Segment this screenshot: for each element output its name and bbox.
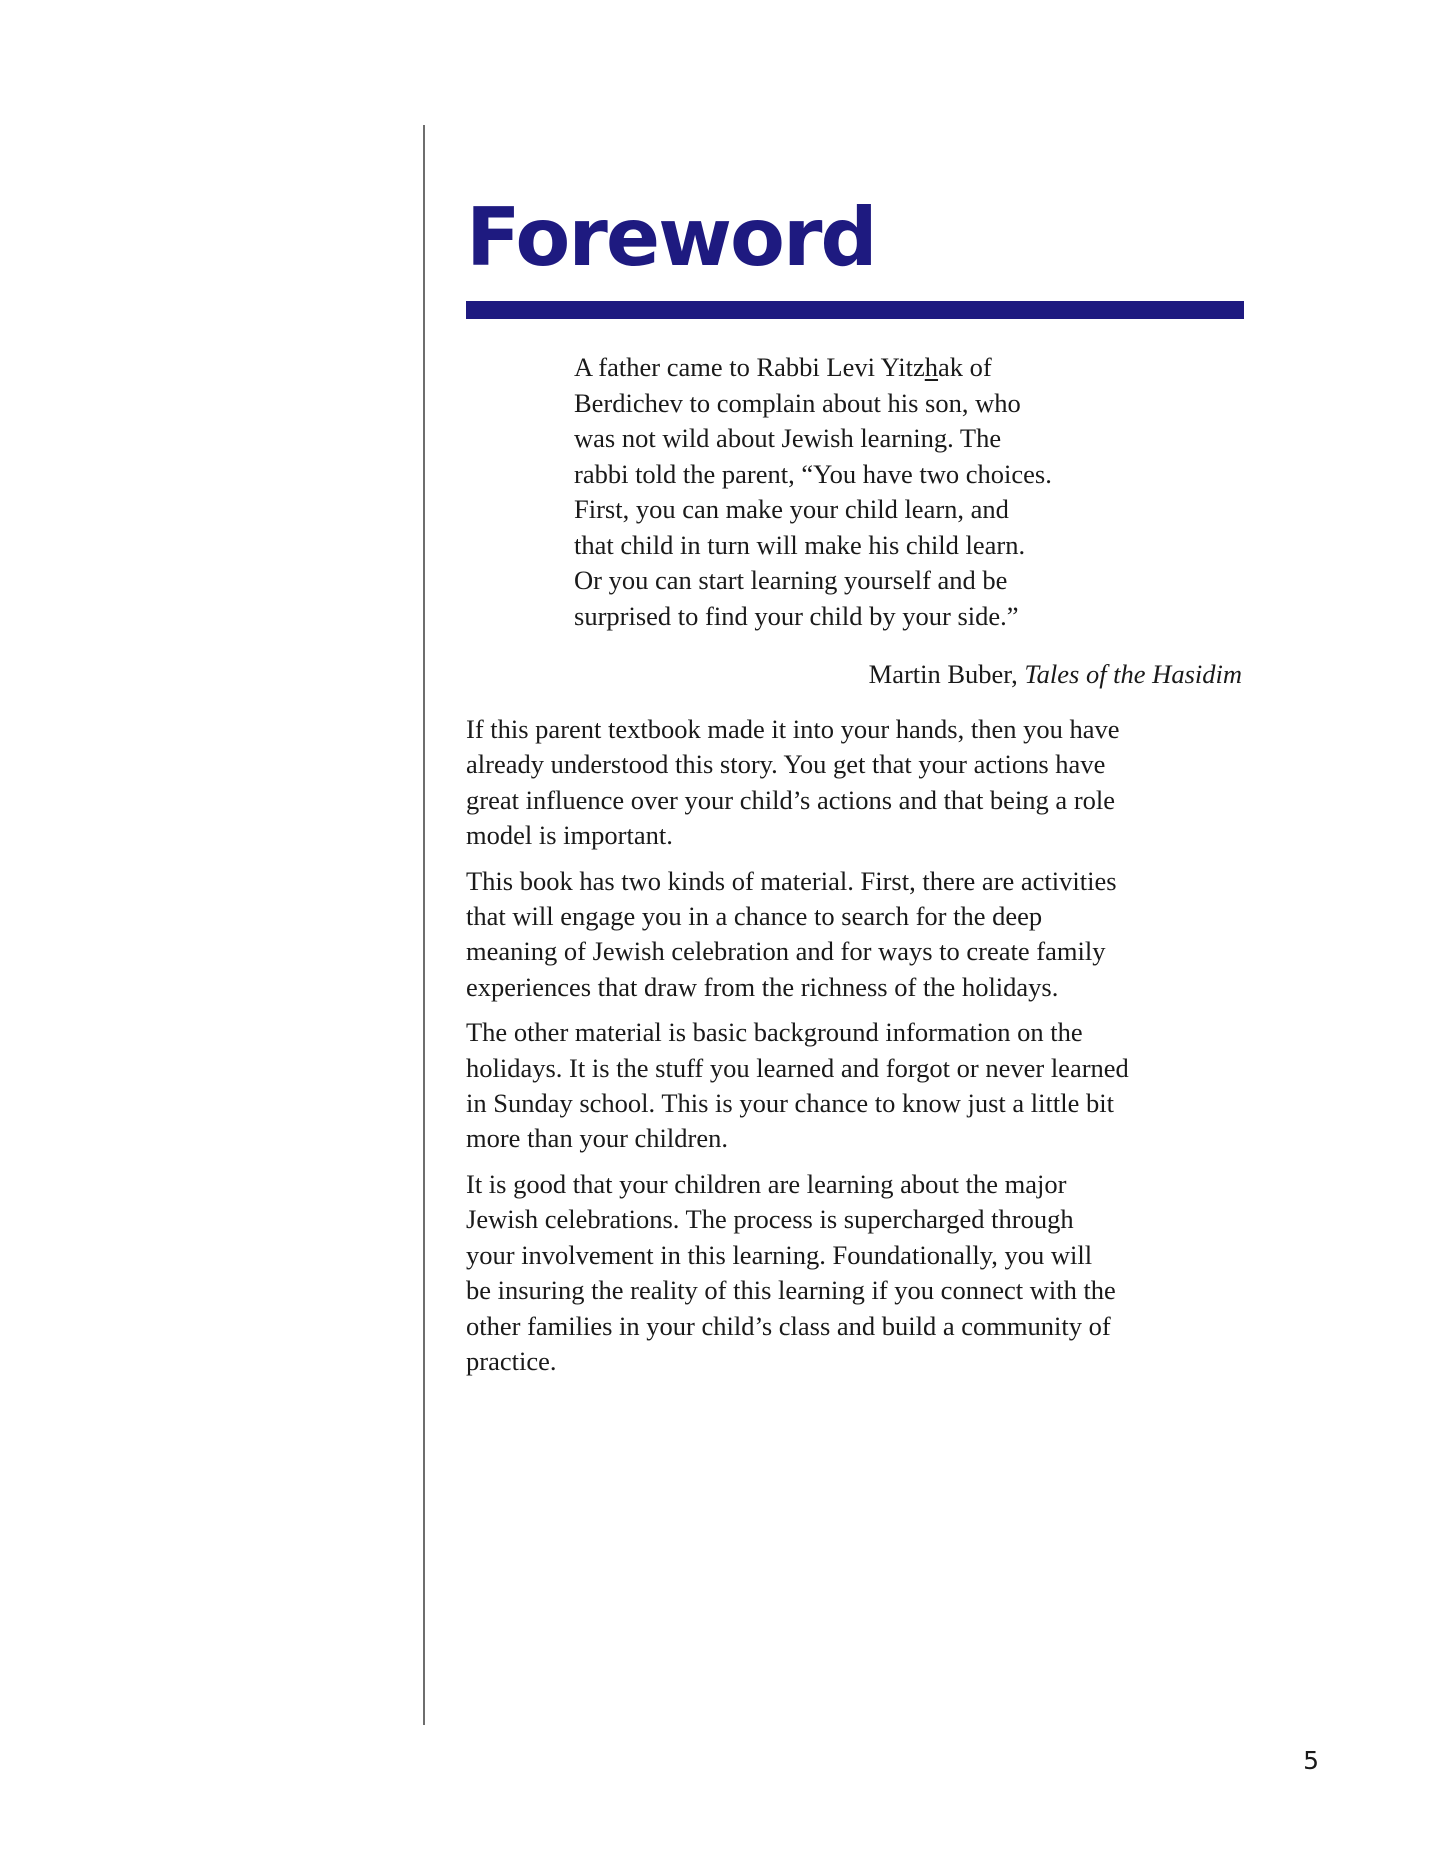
epigraph-quote [574,350,1134,634]
paragraph [466,1167,1266,1379]
paragraph-line: Jewish celebrations. The process is supercharged through [466,1204,1074,1235]
paragraph-line: If this parent textbook made it into your hands, then you have [466,714,1120,744]
paragraph-line: already understood this story. You get that your actions have [466,749,1106,780]
epigraph-line: Or you can start learning yourself and be [574,565,1008,595]
margin-rule [423,125,425,1725]
paragraph-line: practice. [466,1345,557,1376]
epigraph-attribution [869,657,1242,693]
page-title: Foreword [466,191,876,284]
attribution-author: Martin Buber, [868,659,1025,689]
epigraph-line: First, you can make your child learn, and [574,494,1009,524]
epigraph-line: that child in turn will make his child learn. [574,529,1026,560]
paragraph-line: that will engage you in a chance to search for the deep [466,901,1043,932]
paragraph [466,864,1266,1006]
epigraph-line: was not wild about Jewish learning. The [574,423,1002,453]
paragraph-line: holidays. It is the stuff you learned and forgot or never learned [466,1052,1129,1083]
paragraph-line: more than your children. [466,1123,728,1154]
epigraph-line: rabbi told the parent, “You have two choices. [574,458,1052,489]
paragraph-line: The other material is basic background information on the [466,1017,1083,1048]
paragraph-line: experiences that draw from the richness of the holidays. [466,971,1059,1002]
title-underline-bar [466,301,1244,319]
paragraph-line: model is important. [466,820,673,851]
paragraph [466,1015,1266,1157]
attribution-book-title: Tales of the Hasidim [1024,659,1242,689]
epigraph-line: surprised to find your child by your side.” [574,600,1019,631]
paragraph-line: This book has two kinds of material. First, there are activities [466,865,1117,896]
page-number: 5 [1303,1746,1319,1775]
paragraph-line: It is good that your children are learning about the major [466,1168,1067,1199]
paragraph-line: in Sunday school. This is your chance to know just a little bit [466,1088,1114,1119]
paragraph [466,712,1266,854]
paragraph-line: your involvement in this learning. Foundationally, you will [466,1239,1093,1270]
paragraph-line: great influence over your child’s actions and that being a role [466,784,1116,815]
epigraph-line: Berdichev to complain about his son, who [574,387,1021,418]
paragraph-line: be insuring the reality of this learning if you connect with the [466,1275,1116,1306]
paragraph-line: meaning of Jewish celebration and for ways to create family [466,936,1106,967]
epigraph-line: A father came to Rabbi Levi Yitzhak of [574,352,992,382]
paragraph-line: other families in your child’s class and build a community of [466,1310,1111,1341]
body-text [466,712,1266,1389]
